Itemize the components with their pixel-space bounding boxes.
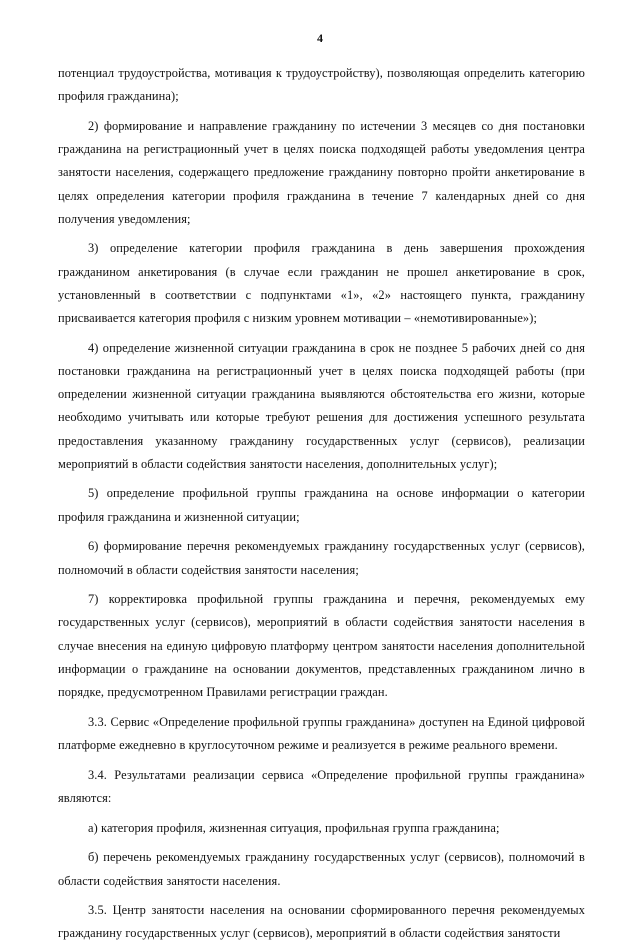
paragraph-section-3-4: 3.4. Результатами реализации сервиса «Определение профильной группы гражданина» являются: <box>58 767 585 805</box>
paragraph-section-3-5: 3.5. Центр занятости населения на основании сформированного перечня рекомендуемых гражданину государственных услуг (сервисов), мероприятий в области содействия занятости <box>58 903 585 941</box>
paragraph-section-3-3: 3.3. Сервис «Определение профильной группы гражданина» доступен на Единой цифровой платформе ежедневно в круглосуточном режиме и реализуется в режиме реального времени. <box>58 714 585 752</box>
paragraph-continuation: потенциал трудоустройства, мотивация к трудоустройству), позволяющая определить категорию профиля гражданина); <box>58 66 585 104</box>
paragraph-item-3: 3) определение категории профиля гражданина в день завершения прохождения гражданином анкетирования (в случае если гражданин не прошел анкетирование в срок, установленный в соответствии с подпунктами «1», «2» настоящего пункта, гражданину присваивается категория профиля с низким уровнем мотивации – «немотивированные»); <box>58 241 585 326</box>
paragraph-item-b: б) перечень рекомендуемых гражданину государственных услуг (сервисов), полномочий в области содействия занятости населения. <box>58 850 585 888</box>
paragraph-item-2: 2) формирование и направление гражданину по истечении 3 месяцев со дня постановки гражданина на регистрационный учет в целях поиска подходящей работы уведомления центра занятости населения, содержащего предложение гражданину повторно пройти анкетирование в целях определения категории профиля гражданина в течение 7 календарных дней со дня получения уведомления; <box>58 118 585 226</box>
paragraph-item-4: 4) определение жизненной ситуации гражданина в срок не позднее 5 рабочих дней со дня постановки гражданина на регистрационный учет в целях поиска подходящей работы (при определении жизненной ситуации гражданина выявляются обстоятельства его жизни, которые необходимо учитывать или которые требуют решения для достижения успешного результата предоставления указанному гражданину государственных услуг (сервисов), реализации мероприятий в области содействия занятости населения, дополнительных услуг); <box>58 340 585 471</box>
paragraph-item-5: 5) определение профильной группы гражданина на основе информации о категории профиля гражданина и жизненной ситуации; <box>58 486 585 524</box>
paragraph-item-6: 6) формирование перечня рекомендуемых гражданину государственных услуг (сервисов), полномочий в области содействия занятости населения; <box>58 539 585 577</box>
paragraph-item-7: 7) корректировка профильной группы гражданина и перечня, рекомендуемых ему государственных услуг (сервисов), мероприятий в области содействия занятости населения в случае внесения на единую цифровую платформу центром занятости населения дополнительной информации о гражданине на основании документов, представленных гражданином лично в порядке, предусмотренном Правилами регистрации граждан. <box>58 592 585 700</box>
page-number: 4 <box>317 31 323 45</box>
paragraph-item-a: а) категория профиля, жизненная ситуация, профильная группа гражданина; <box>88 820 500 835</box>
document-body <box>58 62 585 952</box>
